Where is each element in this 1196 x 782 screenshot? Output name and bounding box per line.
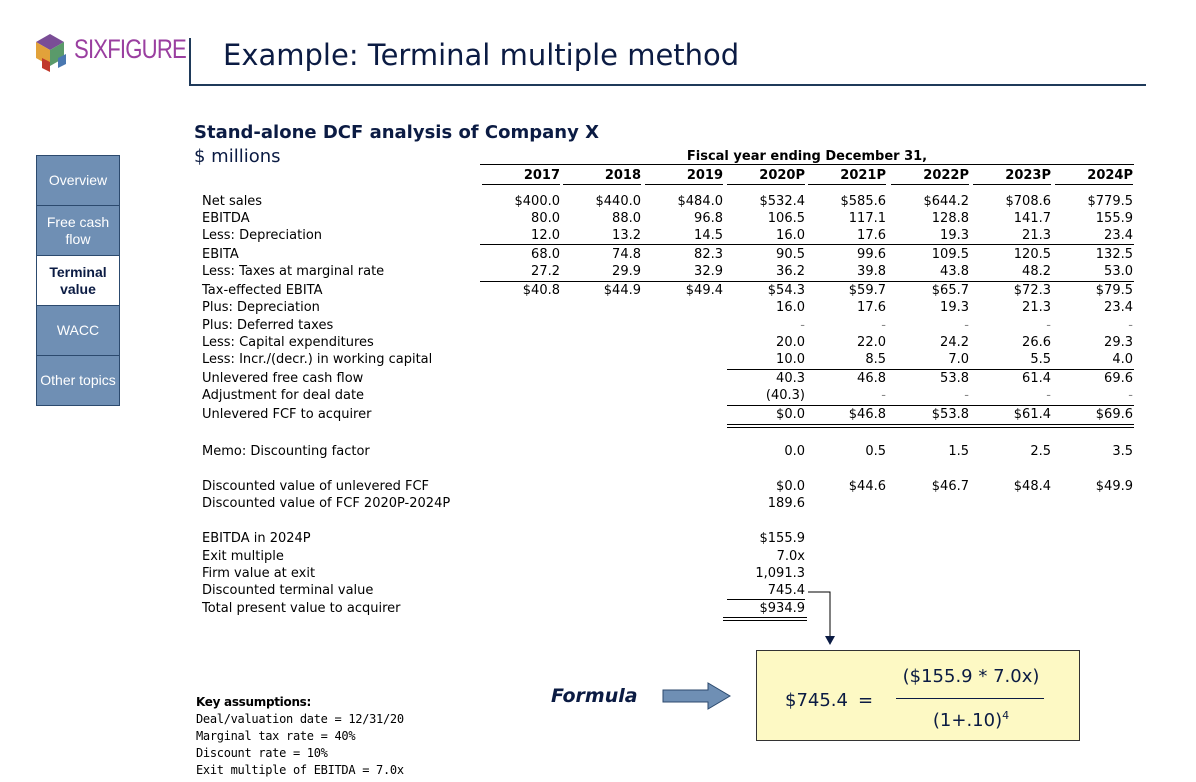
subtotal-rule (727, 369, 1134, 370)
table-cell: $69.6 (1095, 407, 1133, 422)
table-cell: - (1128, 318, 1133, 333)
analysis-units: $ millions (194, 146, 281, 167)
year-header: 2024P (1087, 168, 1133, 183)
table-cell: $53.8 (931, 407, 969, 422)
row-label: EBITA (202, 247, 239, 262)
row-label: Tax-effected EBITA (202, 283, 323, 298)
year-header: 2021P (840, 168, 886, 183)
table-cell: 7.0x (776, 549, 805, 564)
table-cell: 155.9 (1095, 211, 1133, 226)
table-cell: $46.8 (848, 407, 886, 422)
table-cell: 14.5 (694, 228, 723, 243)
year-header: 2017 (523, 168, 560, 183)
table-cell: 141.7 (1013, 211, 1051, 226)
year-header: 2019 (686, 168, 723, 183)
table-cell: 106.5 (767, 211, 805, 226)
row-label: Firm value at exit (202, 566, 316, 581)
table-cell: 74.8 (612, 247, 641, 262)
table-cell: 96.8 (694, 211, 723, 226)
table-cell: 68.0 (531, 247, 560, 262)
year-header: 2018 (604, 168, 641, 183)
table-cell: 189.6 (767, 496, 805, 511)
year-underline (482, 184, 560, 185)
row-label: Less: Incr./(decr.) in working capital (202, 352, 433, 367)
key-assumption-item: Discount rate = 10% (196, 746, 328, 760)
table-cell: (40.3) (765, 388, 805, 403)
table-cell: 80.0 (531, 211, 560, 226)
year-underline (645, 184, 723, 185)
table-cell: 53.8 (940, 371, 969, 386)
subtotal-rule (727, 599, 805, 600)
table-cell: 43.8 (940, 264, 969, 279)
table-cell: $44.9 (603, 283, 641, 298)
table-cell: 99.6 (857, 247, 886, 262)
table-cell: 2.5 (1030, 444, 1051, 459)
year-underline (891, 184, 969, 185)
table-cell: 22.0 (857, 335, 886, 350)
analysis-title: Stand-alone DCF analysis of Company X (194, 122, 599, 143)
table-cell: 10.0 (776, 352, 805, 367)
formula-denominator (898, 709, 1044, 731)
table-cell: $779.5 (1087, 194, 1133, 209)
table-cell: - (964, 388, 969, 403)
table-cell: 745.4 (767, 583, 805, 598)
table-cell: 132.5 (1095, 247, 1133, 262)
logo-wordmark: SIXFIGURE (74, 34, 186, 64)
sidebar-item-other-topics[interactable] (36, 356, 120, 406)
table-cell: 48.2 (1022, 264, 1051, 279)
key-assumption-item: Exit multiple of EBITDA = 7.0x (196, 763, 404, 777)
table-cell: 32.9 (694, 264, 723, 279)
table-cell: 16.0 (776, 228, 805, 243)
table-cell: 1.5 (948, 444, 969, 459)
row-label: EBITDA (202, 211, 250, 226)
row-label: EBITDA in 2024P (202, 531, 311, 546)
table-cell: 120.5 (1013, 247, 1051, 262)
year-header: 2023P (1005, 168, 1051, 183)
row-label: Less: Taxes at marginal rate (202, 264, 385, 279)
table-cell: $708.6 (1005, 194, 1051, 209)
table-cell: $484.0 (677, 194, 723, 209)
year-underline (808, 184, 886, 185)
table-cell: 12.0 (531, 228, 560, 243)
table-cell: $585.6 (840, 194, 886, 209)
sidebar-item-label: WACC (56, 322, 100, 338)
right-arrow-icon (662, 682, 732, 710)
year-underline (563, 184, 641, 185)
table-cell: $46.7 (931, 479, 969, 494)
table-cell: - (1128, 388, 1133, 403)
table-cell: 17.6 (857, 228, 886, 243)
header-underline (189, 84, 1146, 86)
table-cell: 46.8 (857, 371, 886, 386)
table-cell: 36.2 (776, 264, 805, 279)
table-cell: - (881, 318, 886, 333)
table-cell: - (881, 388, 886, 403)
sidebar-nav (36, 155, 120, 406)
formula-label: Formula (551, 685, 638, 707)
table-cell: $49.4 (685, 283, 723, 298)
header-divider (189, 38, 191, 86)
table-cell: 23.4 (1104, 300, 1133, 315)
subtotal-rule (727, 405, 1134, 406)
table-cell: 24.2 (940, 335, 969, 350)
formula-numerator: ($155.9 * 7.0x) (902, 666, 1040, 687)
table-cell: 61.4 (1022, 371, 1051, 386)
row-label: Total present value to acquirer (202, 601, 401, 616)
table-cell: $440.0 (595, 194, 641, 209)
table-cell: 7.0 (948, 352, 969, 367)
table-cell: 20.0 (776, 335, 805, 350)
table-cell: $934.9 (759, 601, 805, 616)
table-cell: $532.4 (759, 194, 805, 209)
formula-equals: = (858, 690, 874, 711)
table-cell: 29.3 (1104, 335, 1133, 350)
table-cell: 29.9 (612, 264, 641, 279)
terminal-value-connector (806, 588, 838, 648)
row-label: Plus: Depreciation (202, 300, 320, 315)
fiscal-caption-rule (480, 164, 1134, 165)
row-label: Plus: Deferred taxes (202, 318, 334, 333)
key-assumptions-heading: Key assumptions: (196, 695, 312, 709)
table-cell: $155.9 (759, 531, 805, 546)
page-title: Example: Terminal multiple method (223, 38, 740, 72)
fiscal-year-caption: Fiscal year ending December 31, (686, 149, 928, 164)
row-label: Exit multiple (202, 549, 284, 564)
table-cell: $48.4 (1013, 479, 1051, 494)
table-cell: $0.0 (776, 407, 805, 422)
row-label: Unlevered free cash flow (202, 371, 364, 386)
table-cell: $65.7 (931, 283, 969, 298)
table-cell: 40.3 (776, 371, 805, 386)
formula-result: $745.4 (785, 690, 848, 711)
table-cell: 109.5 (931, 247, 969, 262)
row-label: Unlevered FCF to acquirer (202, 407, 372, 422)
total-double-rule (723, 617, 807, 621)
table-cell: $54.3 (767, 283, 805, 298)
sidebar-item-label: Overview (48, 172, 108, 188)
table-cell: 39.8 (857, 264, 886, 279)
table-cell: $79.5 (1095, 283, 1133, 298)
row-label: Discounted value of unlevered FCF (202, 479, 430, 494)
table-cell: 23.4 (1104, 228, 1133, 243)
table-cell: 19.3 (940, 300, 969, 315)
table-cell: $400.0 (514, 194, 560, 209)
table-cell: 3.5 (1112, 444, 1133, 459)
sidebar-item-overview[interactable] (36, 155, 120, 206)
row-label: Adjustment for deal date (202, 388, 365, 403)
table-cell: 90.5 (776, 247, 805, 262)
table-cell: 4.0 (1112, 352, 1133, 367)
row-label: Net sales (202, 194, 263, 209)
row-label: Discounted terminal value (202, 583, 374, 598)
table-cell: 27.2 (531, 264, 560, 279)
table-cell: $72.3 (1013, 283, 1051, 298)
table-cell: 0.5 (865, 444, 886, 459)
year-underline (973, 184, 1051, 185)
sidebar-item-terminal-value[interactable] (36, 256, 120, 306)
table-cell: 88.0 (612, 211, 641, 226)
table-cell: 128.8 (931, 211, 969, 226)
table-cell: 0.0 (784, 444, 805, 459)
key-assumption-item: Marginal tax rate = 40% (196, 729, 356, 743)
table-cell: 19.3 (940, 228, 969, 243)
row-label: Discounted value of FCF 2020P-2024P (202, 496, 451, 511)
sidebar-item-label: Other topics (40, 372, 116, 388)
row-label: Less: Capital expenditures (202, 335, 374, 350)
table-cell: $40.8 (522, 283, 560, 298)
table-cell: 117.1 (848, 211, 886, 226)
sidebar-item-wacc[interactable] (36, 306, 120, 356)
sidebar-item-label: Terminal value (49, 263, 107, 297)
fraction-bar (896, 698, 1044, 699)
row-label: Less: Depreciation (202, 228, 323, 243)
table-cell: - (964, 318, 969, 333)
row-label: Memo: Discounting factor (202, 444, 370, 459)
table-cell: - (1046, 318, 1051, 333)
table-cell: $0.0 (776, 479, 805, 494)
table-cell: $49.9 (1095, 479, 1133, 494)
subtotal-rule (480, 244, 1134, 245)
table-cell: 69.6 (1104, 371, 1133, 386)
table-cell: 5.5 (1030, 352, 1051, 367)
table-cell: 21.3 (1022, 228, 1051, 243)
table-cell: 17.6 (857, 300, 886, 315)
table-cell: 16.0 (776, 300, 805, 315)
sidebar-item-label: Free cash flow (46, 213, 110, 247)
denominator-exponent: 4 (1002, 709, 1010, 722)
sidebar-item-free-cash-flow[interactable] (36, 206, 120, 256)
table-cell: $59.7 (848, 283, 886, 298)
table-cell: $61.4 (1013, 407, 1051, 422)
subtotal-rule (480, 281, 1134, 282)
table-cell: - (1046, 388, 1051, 403)
total-double-rule (727, 424, 1134, 428)
table-cell: $644.2 (923, 194, 969, 209)
table-cell: - (800, 318, 805, 333)
table-cell: 53.0 (1104, 264, 1133, 279)
table-cell: 1,091.3 (755, 566, 805, 581)
table-cell: $44.6 (848, 479, 886, 494)
year-header: 2020P (759, 168, 805, 183)
table-cell: 8.5 (865, 352, 886, 367)
year-header: 2022P (923, 168, 969, 183)
key-assumption-item: Deal/valuation date = 12/31/20 (196, 712, 404, 726)
table-cell: 21.3 (1022, 300, 1051, 315)
denominator-base: (1+.10) (932, 710, 1003, 731)
table-cell: 13.2 (612, 228, 641, 243)
year-underline (1055, 184, 1133, 185)
table-cell: 82.3 (694, 247, 723, 262)
year-underline (727, 184, 805, 185)
table-cell: 26.6 (1022, 335, 1051, 350)
